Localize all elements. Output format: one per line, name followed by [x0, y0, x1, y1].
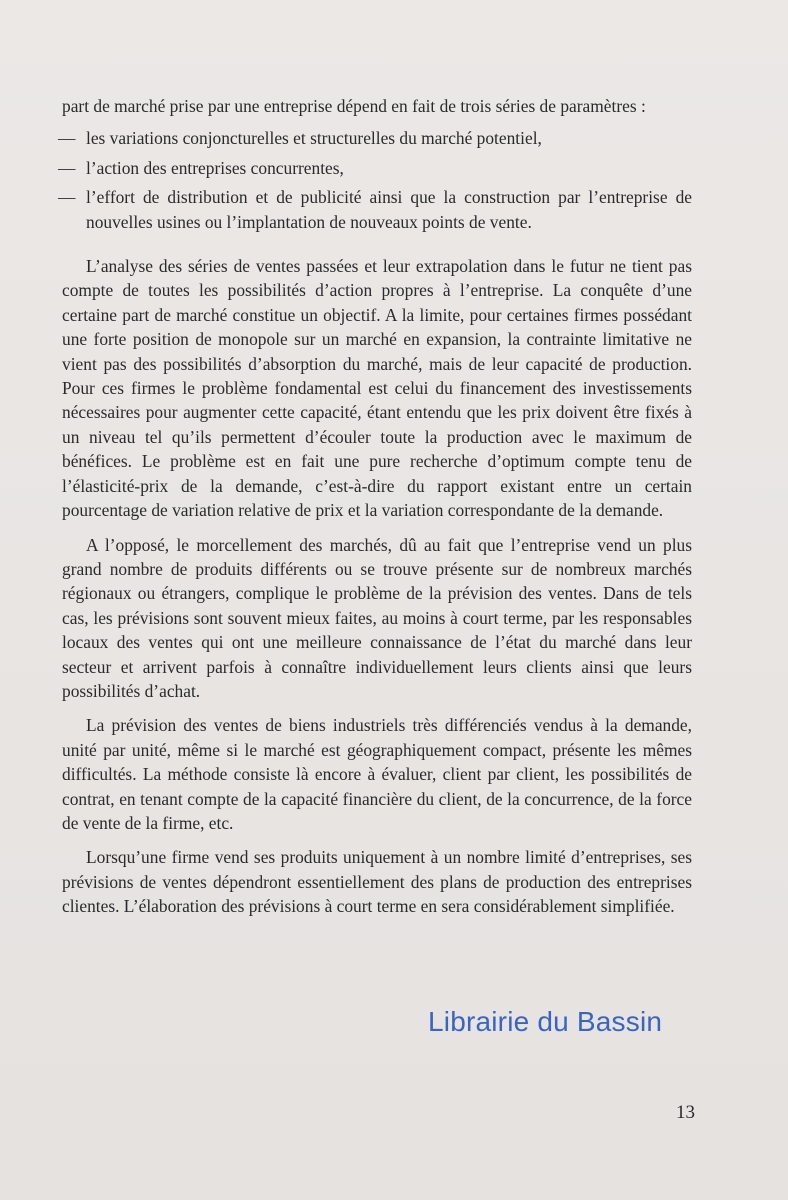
list-dash: —: [58, 157, 76, 178]
list-item-text: l’action des entreprises concurrentes,: [86, 157, 344, 178]
list-item-text: l’effort de distribution et de publicité ainsi que la construction par l’entreprise de nouvelles usines ou l’implantation de nouveaux points de vente.: [86, 187, 692, 232]
list-item: [58, 126, 692, 150]
paragraph-sales-analysis: L’analyse des séries de ventes passées et leur extrapolation dans le futur ne tient pas compte de toutes les possibilités d’action propres à l’entreprise. La conquête d’une certaine part de marché constitue un objectif. A la limite, pour certaines firmes possédant une forte position de monopole sur un marché en expansion, la contrainte limitative ne vient pas des possibilités d’absorption du marché, mais de leur capacité de production. Pour ces firmes le problème fondamental est celui du financement des investissements nécessaires pour augmenter cette capacité, étant entendu que les prix doivent être fixés à un niveau tel qu’ils permettent d’écouler toute la production avec le maximum de bénéfices. Le problème est en fait une pure recherche d’optimum compte tenu de l’élasticité-prix de la demande, c’est-à-dire du rapport existant entre un certain pourcentage de variation relative de prix et la variation correspondante de la demande.: [62, 256, 692, 521]
paragraph-limited-clients: Lorsqu’une firme vend ses produits uniquement à un nombre limité d’entreprises, ses prévisions de ventes dépendront essentiellement des plans de production des entreprises clientes. L’élaboration des prévisions à court terme en sera considérablement simplifiée.: [62, 847, 692, 917]
list-item: [58, 156, 692, 180]
list-dash: —: [58, 128, 76, 149]
page-text: [58, 94, 692, 929]
watermark-text: Librairie du Bassin: [428, 1006, 663, 1037]
page-number: 13: [676, 1102, 695, 1123]
list-item-text: les variations conjoncturelles et structurelles du marché potentiel,: [86, 128, 542, 149]
parameter-list: [58, 126, 692, 234]
paragraph-industrial-goods: La prévision des ventes de biens industriels très différenciés vendus à la demande, unité par unité, même si le marché est géographiquement compact, présente les mêmes difficultés. La méthode consiste là encore à évaluer, client par client, les possibilités de contrat, en tenant compte de la capacité financière du client, de la concurrence, de la force de vente de la firme, etc.: [62, 715, 692, 833]
paragraph-market-fragmentation: A l’opposé, le morcellement des marchés, dû au fait que l’entreprise vend un plus grand nombre de produits différents ou se trouve présente sur de nombreux marchés régionaux ou étrangers, complique le problème de la prévision des ventes. Dans de tels cas, les prévisions sont souvent mieux faites, au moins à court terme, par les responsables locaux des ventes qui ont une meilleure connaissance de l’état du marché dans leur secteur et arrivent parfois à connaître individuellement leurs clients ainsi que leurs possibilités d’achat.: [62, 534, 692, 701]
intro-paragraph: part de marché prise par une entreprise dépend en fait de trois séries de paramètres :: [62, 96, 646, 116]
list-dash: —: [58, 187, 76, 208]
list-item: [58, 185, 692, 234]
